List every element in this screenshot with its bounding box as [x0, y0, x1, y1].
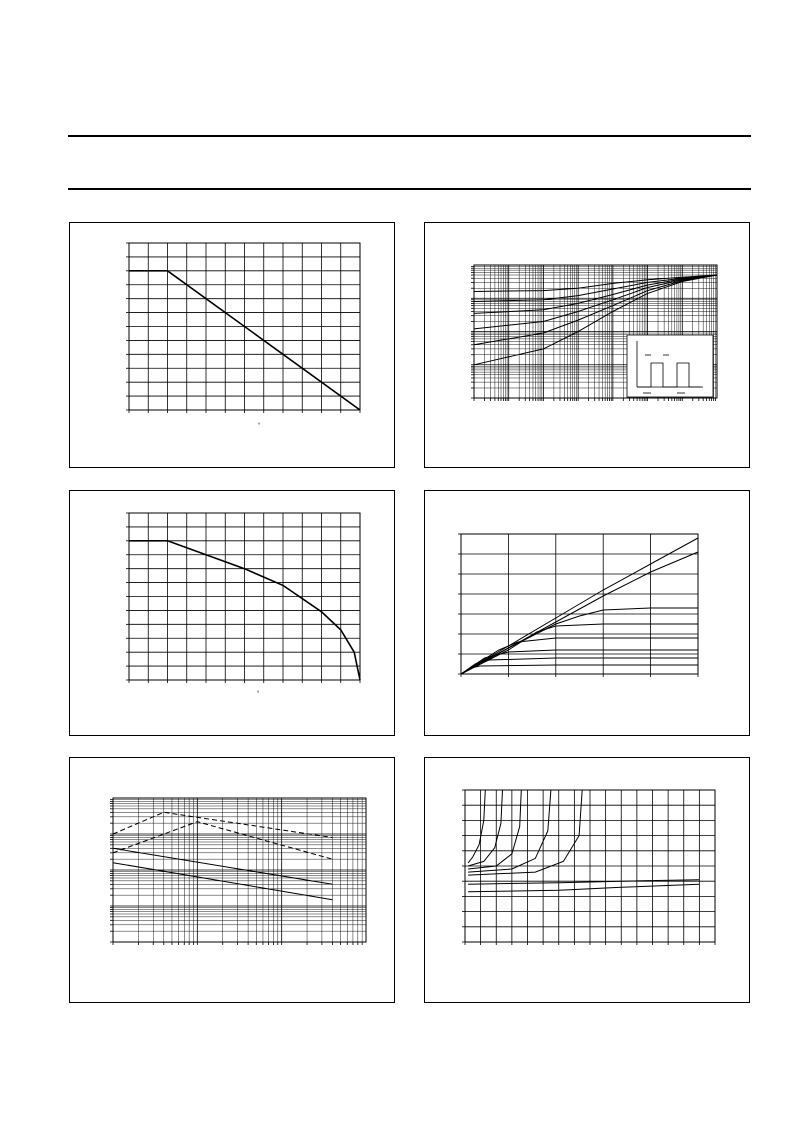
header-bottom-rule — [68, 188, 751, 190]
chart-panel-fig2 — [424, 222, 750, 468]
chart-fig3 — [70, 491, 396, 737]
series-line-6 — [461, 650, 698, 674]
chart-panel-fig6 — [424, 757, 750, 1003]
degree-mark-fig3: ° — [257, 691, 260, 697]
chart-fig6 — [425, 758, 751, 1004]
chart-panel-fig1 — [69, 222, 395, 468]
series-line-5 — [468, 790, 582, 875]
chart-panel-fig4 — [424, 490, 750, 736]
series-line-1 — [468, 790, 485, 863]
series-line-2 — [468, 790, 502, 866]
chart-panel-fig3 — [69, 490, 395, 736]
series-line-4 — [461, 624, 698, 674]
chart-fig4 — [425, 491, 751, 737]
header-top-rule — [68, 135, 751, 137]
series-line-3 — [461, 608, 698, 674]
chart-fig2 — [425, 223, 751, 469]
series-line-3 — [468, 790, 521, 869]
degree-mark-fig1: ° — [258, 423, 261, 429]
chart-panel-fig5 — [69, 757, 395, 1003]
series-line-7 — [468, 884, 699, 892]
chart-fig5 — [70, 758, 396, 1004]
series-line-8 — [461, 665, 698, 674]
series-line-1 — [461, 538, 698, 674]
pulse-inset-box — [627, 335, 713, 397]
series-line-6 — [468, 880, 699, 885]
chart-fig1 — [70, 223, 396, 469]
